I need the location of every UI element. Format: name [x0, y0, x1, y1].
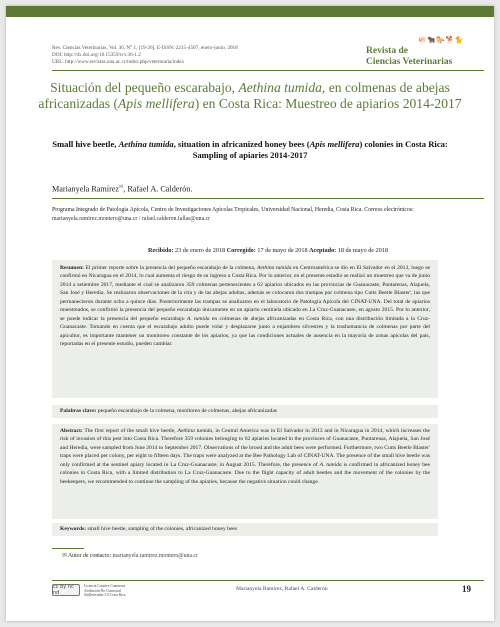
footnote-divider — [52, 548, 84, 549]
footer-divider — [52, 580, 484, 581]
resumen-text: Resumen: El primer reporte sobre la presencia del pequeño escarabajo de la colmena, Aethina tumida en Centroamérica se dio en El Salvador en el 2013, luego se confirmó en Nicaragua en el 2014, lo cual aumenta el riesgo de su ingreso a Costa Rica. Por lo anterior, en el presente estudio se realizó un muestreo que va de junio 2014 a setiembre 2017, mediante el cual se analizaron 359 colmenas pertenecientes a 62 apiarios ubicados en las provincias de Guanacaste, Puntarenas, Alajuela, San José y Heredia. Se realizaron observaciones de la cría y de las abejas adultas, además se colocaron dos trampas por colmena tipo Cutts Beetle Blaster', las que permanecieron durante ocho a quince días. Posteriormente las trampas se analizaron en el laboratorio de Patología Apícola del CINAT-UNA. Del total de apiarios muestreados, se confirmó la presencia del pequeño escarabajo únicamente en un apiario centinela ubicado en La Cruz-Guanacaste, en agosto 2015. Por lo anterior, se puede indicar la presencia del pequeño escarabajo A. tumida en colmenas de abejas africanizadas en Costa Rica, con una distribución limitada a la Cruz-Guanacaste. Tomando en cuenta que el escarabajo adulto puede volar y desplazarse junto a enjambres silvestres y la trashumancia de colmenas por parte del apicultor, es importante mantener un monitoreo constante de los apiarios, ya que las condiciones actuales de ausencia en la mayoría de zonas apícolas del país, reportadas en el presente estudio, pueden cambiar. — [60, 265, 430, 348]
doi-link[interactable]: DOI: http://dx.doi.org/10.15359/rcv.36-1.2 — [52, 52, 141, 58]
author-list: Marianyela Ramírez✉, Rafael A. Calderón. — [52, 184, 193, 194]
journal-name-line2: Ciencias Veterinarias — [366, 57, 453, 67]
keywords-text: Keywords: small hive beetle, sampling of the colonies, africanized honey bees — [60, 526, 238, 532]
contact-footnote: ✉ Autor de contacto: marianyela.ramirez.montero@una.cr — [62, 553, 198, 559]
author-name: Marianyela Ramírez — [52, 184, 120, 194]
animals-icon: 🐖🐂🐎🐕🐈 — [418, 36, 465, 44]
top-color-bar — [6, 6, 494, 17]
palabras-clave-text: Palabras clave: pequeño escarabajo de la colmena, monitoreo de colmenas, abejas africanizadas — [60, 408, 277, 414]
keywords-box — [52, 523, 438, 536]
mail-icon: ✉ — [62, 553, 67, 559]
abstract-text: Abstract: The first report of the small hive beetle, Aethina tumida, in Central America was in El Salvador in 2013 and in Nicaragua in 2014, which increases the risk of invasion of this pest into Costa Rica. Therefore 359 colonies belonging to 62 apiaries located in the provinces of Guanacaste, Puntarenas, Alajuela, San José and Heredia, were sampled from June 2014 to September 2017. Observations of the brood and the adult bees were performed. Furthermore, two Cutts Beetle Blaster' traps were placed per colony, per eight to fifteen days. The traps were analyzed at the Bee Pathology Lab of CINAT-UNA. The presence of the small hive beetle was only confirmed at the sentinel apiary located in La Cruz-Guanacaste, in August 2015. Therefore, the presence of A. tumida is confirmed in africanized honey bee colonies in Costa Rica, with a limited distribution to La Cruz-Guanacaste. Due to the flight capacity of adult beetles and the movement of the colonies by the beekeepers, we recommended to continue the sampling of the apiaries, because the negative situation could change. — [60, 428, 430, 485]
submission-dates: Recibido: 23 de enero de 2018 Corregido: 17 de mayo de 2018 Aceptado: 18 de mayo de 2018 — [148, 247, 388, 254]
journal-logo — [366, 36, 484, 68]
footer-authors: Marianyela Ramírez, Rafael A. Calderón — [236, 586, 328, 592]
author-name: Rafael A. Calderón. — [127, 184, 193, 194]
header-divider — [52, 70, 484, 71]
article-page — [6, 6, 494, 621]
author-emails[interactable]: marianyela.ramirez.montero@una.cr / rafael.calderon.fallas@una.cr — [52, 215, 211, 222]
citation-line: Rev. Ciencias Veterinarias, Vol. 36, N° 1, [19-26], E-ISSN: 2215-4507, enero-junio, 2018 — [52, 45, 238, 51]
url-link[interactable]: URL: http://www.revistas.una.ac.cr/index.php/veterinaria/index — [52, 59, 185, 65]
abstract-box — [52, 424, 438, 519]
contact-email[interactable]: marianyela.ramirez.montero@una.cr — [112, 553, 198, 559]
title-spanish: Situación del pequeño escarabajo, Aethina tumida, en colmenas de abejas africanizadas (Apis mellifera) en Costa Rica: Muestreo de apiarios 2014-2017 — [38, 80, 462, 111]
journal-name-line1: Revista de — [366, 46, 408, 56]
contact-mail-icon: ✉ — [119, 185, 124, 190]
palabras-clave-box — [52, 405, 438, 418]
title-english: Small hive beetle, Aethina tumida, situation in africanized honey bees (Apis mellifera) colonies in Costa Rica: Sampling of apiaries 2014-2017 — [52, 139, 448, 160]
affiliation: Programa Integrado de Patología Apícola, Centro de Investigaciones Apícolas Tropicales, Universidad Nacional, Heredia, Costa Rica. Correos electrónicos: marianyela.ramirez.montero@una.cr / rafael.calderon.fallas@una.cr — [52, 207, 414, 222]
resumen-box — [52, 260, 438, 398]
page-number: 19 — [462, 584, 471, 594]
license-text: Licencia Creative Commons Atribución-No Comercial SinDerivadas 3.0 Costa Rica — [84, 584, 126, 598]
journal-citation-block — [52, 45, 238, 66]
creative-commons-icon[interactable]: cc by nc nd — [52, 584, 80, 596]
authors-divider — [52, 198, 484, 199]
